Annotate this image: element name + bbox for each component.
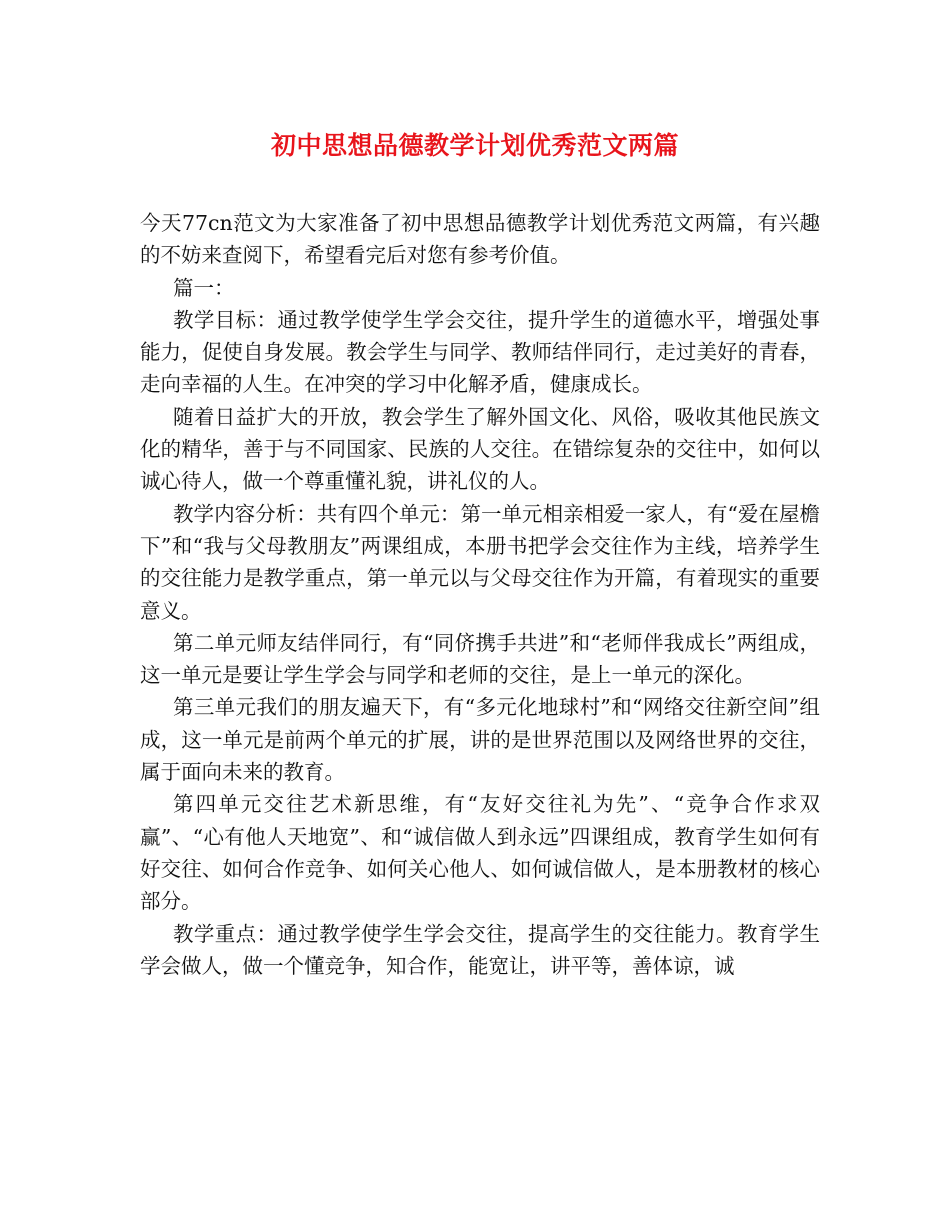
body-paragraph: 教学内容分析：共有四个单元：第一单元相亲相爱一家人，有“爱在屋檐下”和“我与父母教朋友”两课组成，本册书把学会交往作为主线，培养学生的交往能力是教学重点，第一单元以与父母交往作为开篇，有着现实的重要意义。 bbox=[140, 501, 820, 623]
section-heading: 篇一： bbox=[173, 275, 235, 300]
body-paragraph: 随着日益扩大的开放，教会学生了解外国文化、风俗，吸收其他民族文化的精华，善于与不同国家、民族的人交往。在错综复杂的交往中，如何以诚心待人，做一个尊重懂礼貌，讲礼仪的人。 bbox=[140, 404, 820, 494]
document-body bbox=[140, 207, 820, 982]
body-paragraph: 第二单元师友结伴同行，有“同侪携手共进”和“老师伴我成长”两组成，这一单元是要让学生学会与同学和老师的交往，是上一单元的深化。 bbox=[140, 630, 820, 688]
body-paragraph: 教学重点：通过教学使学生学会交往，提高学生的交往能力。教育学生学会做人，做一个懂竞争，知合作，能宽让，讲平等，善体谅，诚 bbox=[140, 921, 820, 978]
body-paragraph: 教学目标：通过教学使学生学会交往，提升学生的道德水平，增强处事能力，促使自身发展。教会学生与同学、教师结伴同行，走过美好的青春，走向幸福的人生。在冲突的学习中化解矛盾，健康成长。 bbox=[140, 307, 820, 397]
page-title: 初中思想品德教学计划优秀范文两篇 bbox=[270, 131, 679, 160]
intro-paragraph: 今天77cn范文为大家准备了初中思想品德教学计划优秀范文两篇，有兴趣的不妨来查阅下，希望看完后对您有参考价值。 bbox=[140, 211, 820, 268]
body-paragraph: 第三单元我们的朋友遍天下，有“多元化地球村”和“网络交往新空间”组成，这一单元是前两个单元的扩展，讲的是世界范围以及网络世界的交往，属于面向未来的教育。 bbox=[140, 695, 820, 785]
body-paragraph: 第四单元交往艺术新思维，有“友好交往礼为先”、“竞争合作求双赢”、“心有他人天地宽”、和“诚信做人到永远”四课组成，教育学生如何有好交往、如何合作竞争、如何关心他人、如何诚信做人，是本册教材的核心部分。 bbox=[140, 792, 820, 914]
